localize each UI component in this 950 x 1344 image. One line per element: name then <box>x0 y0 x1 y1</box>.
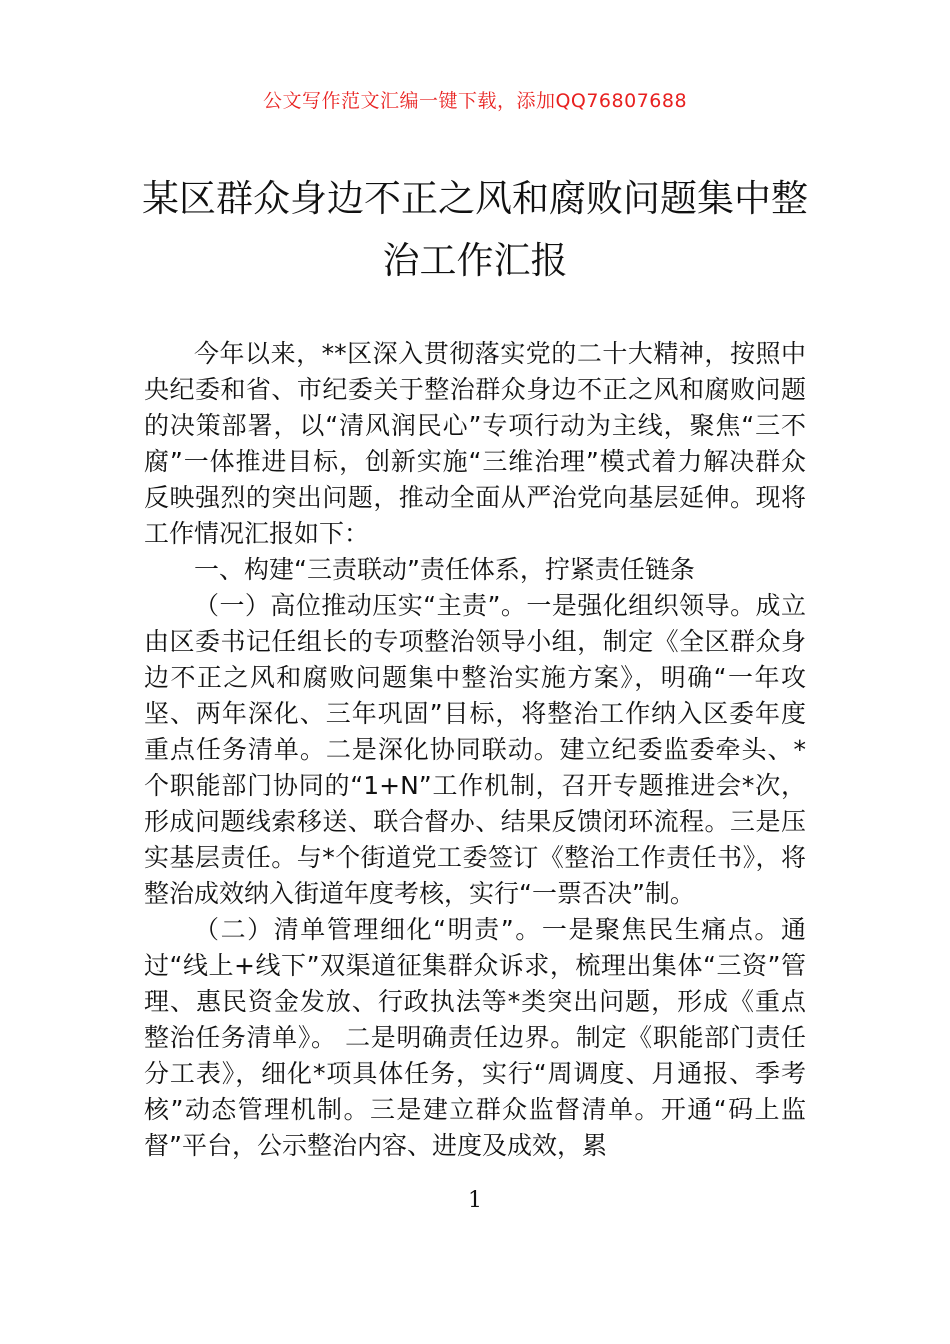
paragraph-intro: 今年以来，**区深入贯彻落实党的二十大精神，按照中央纪委和省、市纪委关于整治群众身边不正之风和腐败问题的决策部署，以“清风润民心”专项行动为主线，聚焦“三不腐”一体推进目标，创新实施“三维治理”模式着力解决群众反映强烈的突出问题，推动全面从严治党向基层延伸。现将工作情况汇报如下： <box>144 339 806 548</box>
section-heading-1: 一、构建“三责联动”责任体系，拧紧责任链条 <box>194 555 695 584</box>
paragraph-subsection-2: （二）清单管理细化“明责”。一是聚焦民生痛点。通过“线上+线下”双渠道征集群众诉求，梳理出集体“三资”管理、惠民资金发放、行政执法等*类突出问题，形成《重点整治任务清单》。 二是明确责任边界。制定《职能部门责任分工表》，细化*项具体任务，实行“周调度、月通报、季考核”动态管理机制。三是建立群众监督清单。开通“码上监督”平台，公示整治内容、进度及成效，累 <box>144 915 806 1160</box>
document-body <box>144 336 806 1164</box>
paragraph-subsection-1: （一）高位推动压实“主责”。一是强化组织领导。成立由区委书记任组长的专项整治领导小组，制定《全区群众身边不正之风和腐败问题集中整治实施方案》，明确“一年攻坚、两年深化、三年巩固”目标，将整治工作纳入区委年度重点任务清单。二是深化协同联动。建立纪委监委牵头、*个职能部门协同的“1+N”工作机制，召开专题推进会*次，形成问题线索移送、联合督办、结果反馈闭环流程。三是压实基层责任。与*个街道党工委签订《整治工作责任书》，将整治成效纳入街道年度考核，实行“一票否决”制。 <box>144 591 806 908</box>
page-number: 1 <box>468 1188 482 1213</box>
document-title: 某区群众身边不正之风和腐败问题集中整治工作汇报 <box>142 177 808 282</box>
download-notice: 公文写作范文汇编一键下载，添加QQ76807688 <box>262 90 688 112</box>
